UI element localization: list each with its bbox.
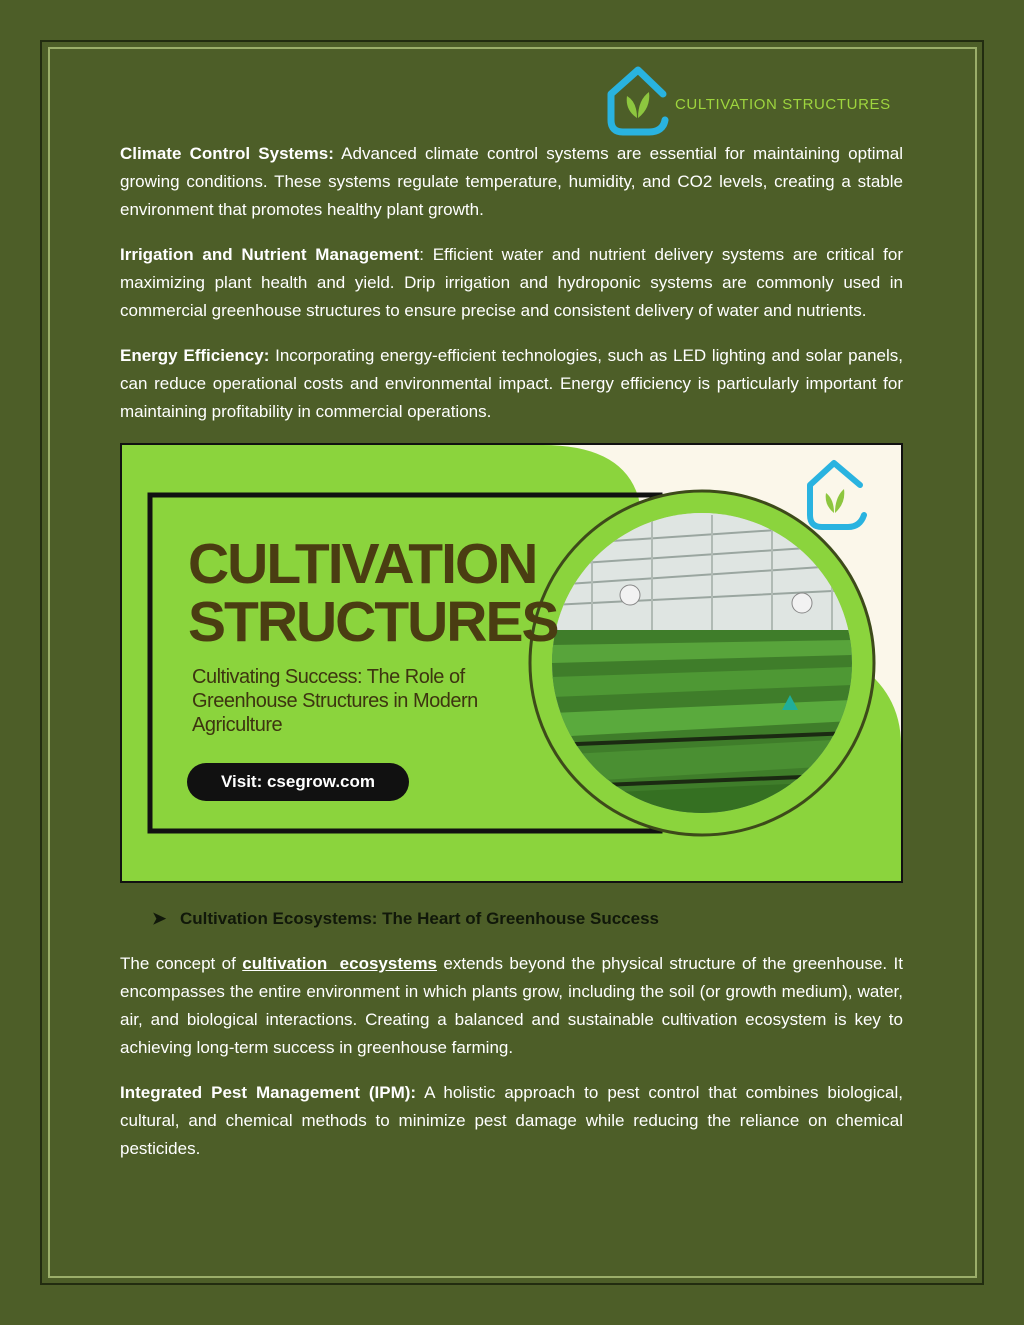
arrow-bullet-icon: ➤ (152, 909, 167, 928)
ecosystem-paragraph (120, 950, 903, 1062)
energy-heading: Energy Efficiency: (120, 346, 270, 365)
section-bullet (152, 905, 903, 933)
main-content (120, 140, 903, 1180)
house-leaf-icon (605, 64, 671, 138)
banner-title-line1: CULTIVATION (188, 532, 537, 596)
cultivation-ecosystems-link[interactable]: cultivation ecosystems (242, 954, 438, 973)
climate-paragraph (120, 140, 903, 224)
energy-body: Incorporating energy-efficient technologies, such as LED lighting and solar panels, can reduce operational costs and environmental impact. Energy efficiency is particularly important for maintaining profitability in commercial operations. (120, 346, 903, 421)
bullet-heading: Cultivation Ecosystems: The Heart of Greenhouse Success (180, 909, 659, 928)
banner-title (188, 532, 558, 654)
banner-title-line2: STRUCTURES (188, 590, 558, 654)
energy-paragraph (120, 342, 903, 426)
ipm-body: A holistic approach to pest control that combines biological, cultural, and chemical methods to minimize pest damage while reducing the reliance on chemical pesticides. (120, 1083, 903, 1158)
ecosystem-body: extends beyond the physical structure of the greenhouse. It encompasses the entire environment in which plants grow, including the soil (or growth medium), water, air, and biological interactions. Creating a balanced and sustainable cultivation ecosystem is key to achieving long-term success in greenhouse farming. (120, 954, 903, 1057)
banner-subtitle: Cultivating Success: The Role of Greenhouse Structures in Modern Agriculture (192, 666, 478, 736)
promo-banner[interactable] (120, 443, 903, 883)
irrigation-paragraph (120, 241, 903, 325)
climate-body: Advanced climate control systems are essential for maintaining optimal growing conditions. These systems regulate temperature, humidity, and CO2 levels, creating a stable environment that promotes healthy plant growth. (120, 144, 903, 219)
irrigation-body: : Efficient water and nutrient delivery systems are critical for maximizing plant health and yield. Drip irrigation and hydroponic systems are commonly used in commercial greenhouse structures to ensure precise and consistent delivery of water and nutrients. (120, 245, 903, 320)
ipm-heading: Integrated Pest Management (IPM): (120, 1083, 417, 1102)
ecosystem-intro: The concept of (120, 954, 243, 973)
logo-wordmark: CULTIVATION STRUCTURES (675, 96, 891, 113)
visit-button[interactable]: Visit: csegrow.com (187, 763, 409, 801)
irrigation-heading: Irrigation and Nutrient Management (120, 245, 420, 264)
banner-graphic (122, 445, 901, 881)
header-logo[interactable] (605, 64, 895, 138)
ipm-paragraph (120, 1079, 903, 1163)
climate-heading: Climate Control Systems: (120, 144, 334, 163)
